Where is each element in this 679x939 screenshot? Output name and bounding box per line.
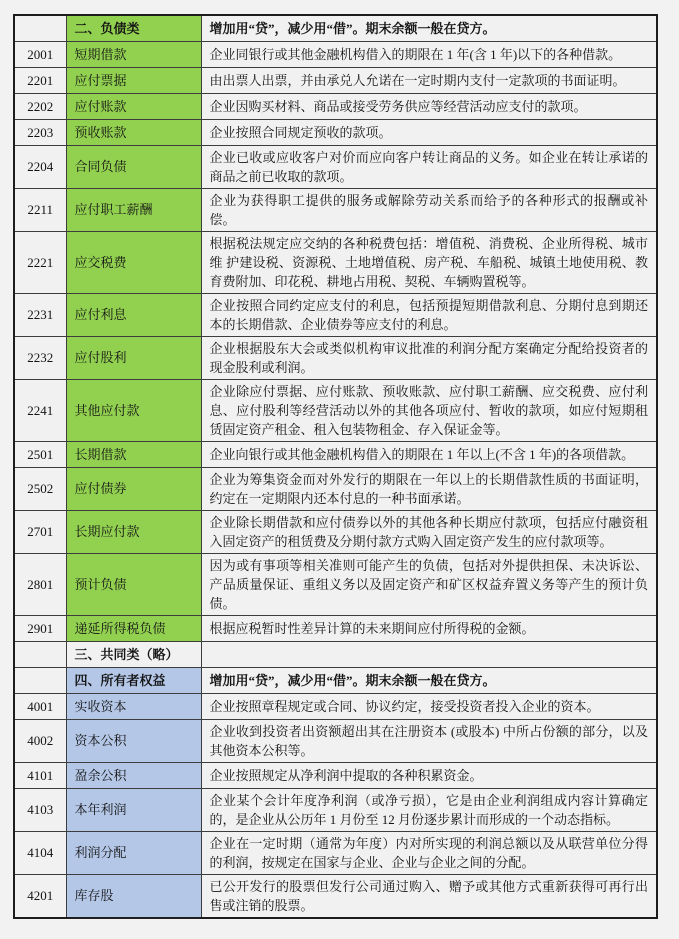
chart-of-accounts-table xyxy=(13,14,658,919)
table-row xyxy=(14,831,657,874)
account-desc-cell: 企业向银行或其他金融机构借入的期限在 1 年以上(不含 1 年)的各项借款。 xyxy=(201,441,657,467)
account-name-cell: 四、所有者权益 xyxy=(66,667,201,693)
account-code-cell: 2901 xyxy=(14,615,66,641)
account-code-cell: 2241 xyxy=(14,379,66,441)
account-desc-cell: 企业根据股东大会或类似机构审议批准的利润分配方案确定分配给投资者的现金股利或利润。 xyxy=(201,336,657,379)
table-row xyxy=(14,441,657,467)
account-desc-cell: 企业在一定时期（通常为年度）内对所实现的利润总额以及从联营单位分得的利润，按规定在国家与企业、企业与企业之间的分配。 xyxy=(201,831,657,874)
account-code-cell: 2211 xyxy=(14,188,66,231)
table-row xyxy=(14,553,657,615)
account-name-cell: 应付债券 xyxy=(66,467,201,510)
account-code-cell xyxy=(14,641,66,667)
account-desc-cell: 因为或有事项等相关准则可能产生的负债，包括对外提供担保、未决诉讼、产品质量保证、重组义务以及固定资产和矿区权益弃置义务等产生的预计负债。 xyxy=(201,553,657,615)
table-row xyxy=(14,467,657,510)
account-code-cell: 2502 xyxy=(14,467,66,510)
account-code-cell: 2701 xyxy=(14,510,66,553)
account-code-cell: 2501 xyxy=(14,441,66,467)
account-code-cell xyxy=(14,667,66,693)
account-code-cell: 2201 xyxy=(14,67,66,93)
account-code-cell: 4001 xyxy=(14,693,66,719)
account-code-cell: 4104 xyxy=(14,831,66,874)
account-code-cell xyxy=(14,15,66,41)
account-name-cell: 应付票据 xyxy=(66,67,201,93)
account-desc-cell: 企业为获得职工提供的服务或解除劳动关系而给予的各种形式的报酬或补偿。 xyxy=(201,188,657,231)
account-desc-cell: 企业因购买材料、商品或接受劳务供应等经营活动应支付的款项。 xyxy=(201,93,657,119)
account-code-cell: 4101 xyxy=(14,762,66,788)
account-desc-cell: 根据税法规定应交纳的各种税费包括：增值税、消费税、企业所得税、城市维 护建设税、资源税、土地增值税、房产税、车船税、城镇土地使用税、教育费附加、印花税、耕地占用税、契税、车辆购置税等。 xyxy=(201,231,657,293)
account-code-cell: 2231 xyxy=(14,293,66,336)
account-name-cell: 合同负债 xyxy=(66,145,201,188)
account-name-cell: 预收账款 xyxy=(66,119,201,145)
table-row xyxy=(14,693,657,719)
account-name-cell: 应付职工薪酬 xyxy=(66,188,201,231)
account-code-cell: 2202 xyxy=(14,93,66,119)
account-code-cell: 2203 xyxy=(14,119,66,145)
table-row xyxy=(14,15,657,41)
account-code-cell: 4002 xyxy=(14,719,66,762)
account-name-cell: 应付股利 xyxy=(66,336,201,379)
table-row xyxy=(14,615,657,641)
account-desc-cell: 根据应税暂时性差异计算的未来期间应付所得税的金额。 xyxy=(201,615,657,641)
account-code-cell: 2232 xyxy=(14,336,66,379)
account-code-cell: 2801 xyxy=(14,553,66,615)
account-desc-cell: 增加用“贷”，减少用“借”。期末余额一般在贷方。 xyxy=(201,667,657,693)
account-desc-cell: 已公开发行的股票但发行公司通过购入、赠予或其他方式重新获得可再行出售或注销的股票。 xyxy=(201,874,657,918)
account-name-cell: 递延所得税负债 xyxy=(66,615,201,641)
table-row xyxy=(14,231,657,293)
account-name-cell: 实收资本 xyxy=(66,693,201,719)
table-row xyxy=(14,641,657,667)
table-row xyxy=(14,762,657,788)
account-desc-cell: 企业按照规定从净利润中提取的各种积累资金。 xyxy=(201,762,657,788)
account-code-cell: 4201 xyxy=(14,874,66,918)
account-name-cell: 应付利息 xyxy=(66,293,201,336)
account-name-cell: 应交税费 xyxy=(66,231,201,293)
table-row xyxy=(14,145,657,188)
account-desc-cell: 企业某个会计年度净利润（或净亏损），它是由企业利润组成内容计算确定的，是企业从公历年 1 月份至 12 月份逐步累计而形成的一个动态指标。 xyxy=(201,788,657,831)
account-name-cell: 其他应付款 xyxy=(66,379,201,441)
table-row xyxy=(14,293,657,336)
table-row xyxy=(14,188,657,231)
account-desc-cell: 由出票人出票，并由承兑人允诺在一定时期内支付一定款项的书面证明。 xyxy=(201,67,657,93)
account-desc-cell: 企业收到投资者出资额超出其在注册资本 (或股本) 中所占份额的部分，以及其他资本公积等。 xyxy=(201,719,657,762)
account-name-cell: 本年利润 xyxy=(66,788,201,831)
account-code-cell: 4103 xyxy=(14,788,66,831)
table-row xyxy=(14,667,657,693)
table-row xyxy=(14,874,657,918)
account-name-cell: 利润分配 xyxy=(66,831,201,874)
table-row xyxy=(14,41,657,67)
table-row xyxy=(14,788,657,831)
table-row xyxy=(14,510,657,553)
account-desc-cell xyxy=(201,641,657,667)
accounts-table-body xyxy=(14,15,657,918)
account-desc-cell: 企业同银行或其他金融机构借入的期限在 1 年(含 1 年)以下的各种借款。 xyxy=(201,41,657,67)
account-desc-cell: 企业已收或应收客户对价而应向客户转让商品的义务。如企业在转让承诺的商品之前已收取的款项。 xyxy=(201,145,657,188)
account-desc-cell: 企业按照合同约定应支付的利息，包括预提短期借款利息、分期付息到期还本的长期借款、企业债券等应支付的利息。 xyxy=(201,293,657,336)
account-name-cell: 预计负债 xyxy=(66,553,201,615)
table-row xyxy=(14,119,657,145)
account-desc-cell: 增加用“贷”，减少用“借”。期末余额一般在贷方。 xyxy=(201,15,657,41)
account-desc-cell: 企业按照章程规定或合同、协议约定，接受投资者投入企业的资本。 xyxy=(201,693,657,719)
account-desc-cell: 企业除长期借款和应付债券以外的其他各种长期应付款项，包括应付融资租入固定资产的租赁费及分期付款方式购入固定资产发生的应付款项等。 xyxy=(201,510,657,553)
account-desc-cell: 企业除应付票据、应付账款、预收账款、应付职工薪酬、应交税费、应付利息、应付股利等经营活动以外的其他各项应付、暂收的款项，如应付短期租赁固定资产租金、租入包装物租金、存入保证金等。 xyxy=(201,379,657,441)
table-row xyxy=(14,336,657,379)
account-name-cell: 应付账款 xyxy=(66,93,201,119)
table-row xyxy=(14,67,657,93)
account-code-cell: 2221 xyxy=(14,231,66,293)
account-name-cell: 三、共同类（略） xyxy=(66,641,201,667)
account-code-cell: 2204 xyxy=(14,145,66,188)
table-row xyxy=(14,93,657,119)
table-row xyxy=(14,379,657,441)
account-name-cell: 长期借款 xyxy=(66,441,201,467)
account-code-cell: 2001 xyxy=(14,41,66,67)
account-name-cell: 长期应付款 xyxy=(66,510,201,553)
account-name-cell: 库存股 xyxy=(66,874,201,918)
account-desc-cell: 企业按照合同规定预收的款项。 xyxy=(201,119,657,145)
account-name-cell: 二、负债类 xyxy=(66,15,201,41)
account-desc-cell: 企业为筹集资金而对外发行的期限在一年以上的长期借款性质的书面证明，约定在一定期限内还本付息的一种书面承诺。 xyxy=(201,467,657,510)
table-row xyxy=(14,719,657,762)
account-name-cell: 盈余公积 xyxy=(66,762,201,788)
account-name-cell: 短期借款 xyxy=(66,41,201,67)
account-name-cell: 资本公积 xyxy=(66,719,201,762)
